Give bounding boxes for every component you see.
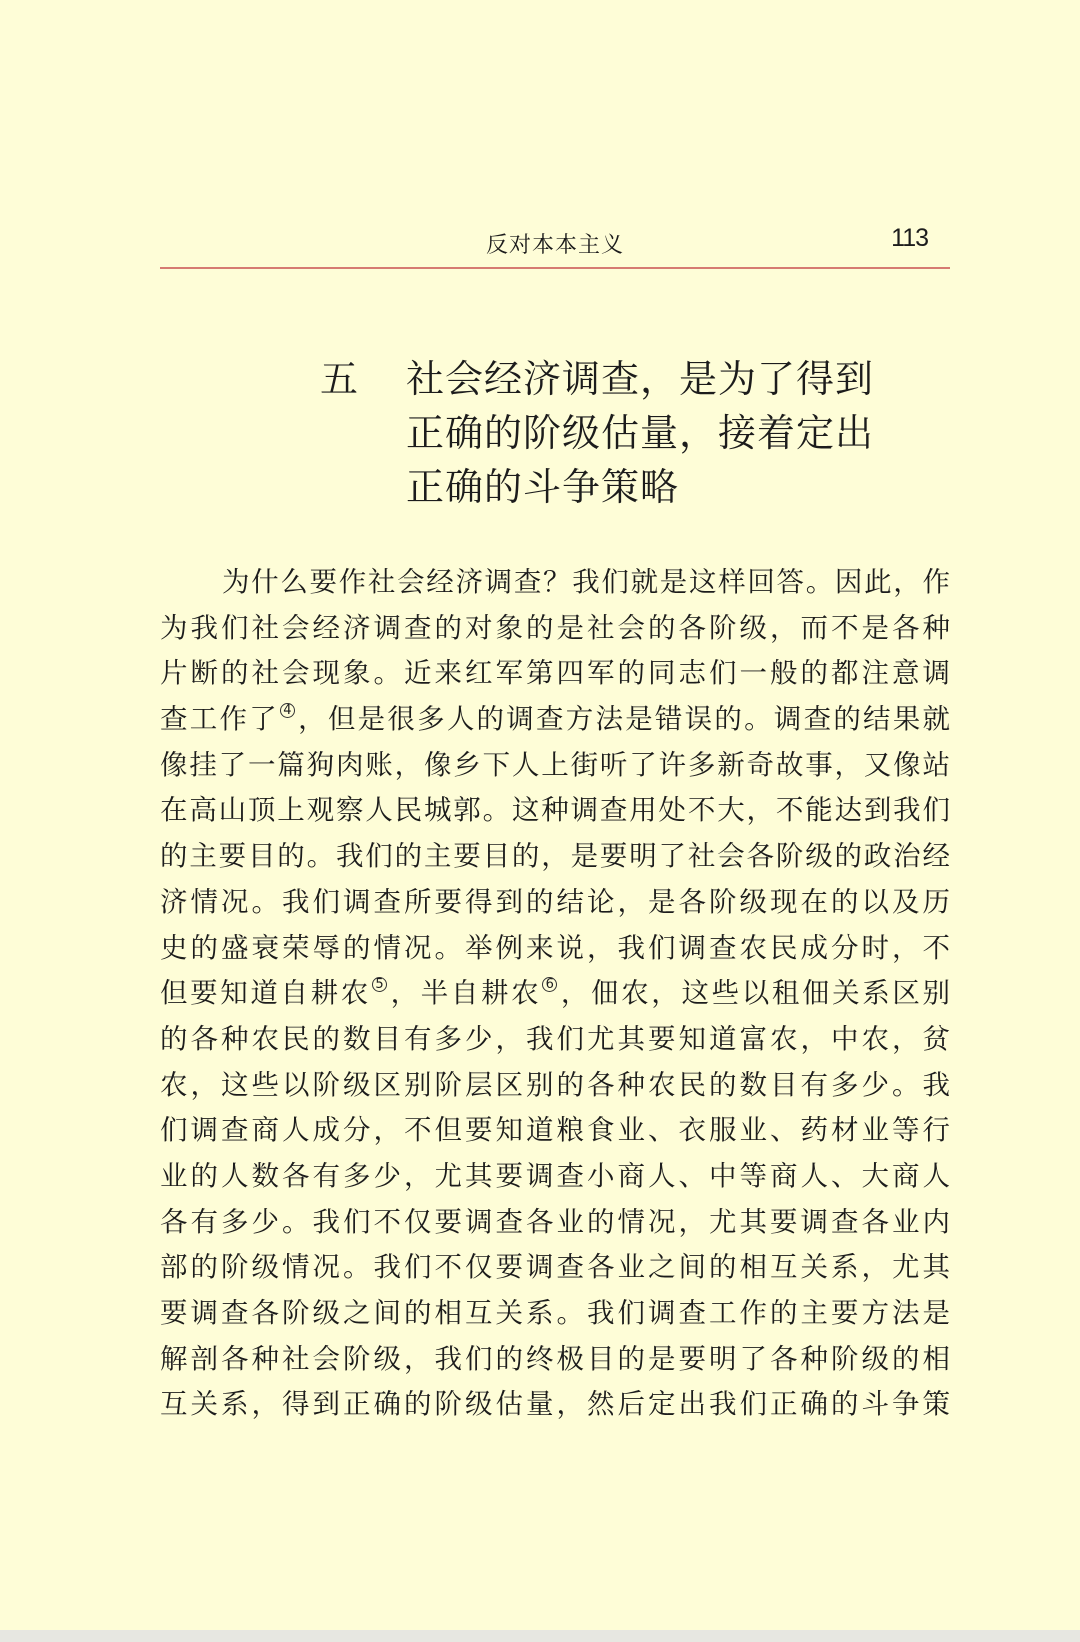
text-segment: ，佃农，这些以租佃关系区别 xyxy=(558,977,951,1010)
text-segment: 查工作了 xyxy=(160,703,279,736)
text-line: 农，这些以阶级区别阶层区别的各种农民的数目有多少。我 xyxy=(160,1068,950,1101)
text-segment: 但要知道自耕农 xyxy=(160,977,371,1010)
running-header xyxy=(160,222,950,262)
footnote-marker[interactable]: 6 xyxy=(542,977,557,992)
text-segment: ，但是很多人的调查方法是错误的。调查的结果就 xyxy=(295,703,951,736)
section-title-line: 正确的斗争策略 xyxy=(406,465,680,509)
section-title-line: 正确的阶级估量，接着定出 xyxy=(406,411,875,455)
text-line: 在高山顶上观察人民城郭。这种调查用处不大，不能达到我们 xyxy=(160,794,950,827)
bottom-strip xyxy=(0,1630,1080,1642)
text-line: 史的盛衰荣辱的情况。举例来说，我们调查农民成分时，不 xyxy=(160,931,950,964)
text-line: 济情况。我们调查所要得到的结论，是各阶级现在的以及历 xyxy=(160,885,950,918)
page-number: 113 xyxy=(891,224,928,252)
section-number: 五 xyxy=(320,357,359,401)
footnote-marker[interactable]: 4 xyxy=(280,703,295,718)
text-line: 像挂了一篇狗肉账，像乡下人上街听了许多新奇故事，又像站 xyxy=(160,748,950,781)
text-line xyxy=(160,971,950,1017)
footnote-marker[interactable]: 5 xyxy=(372,977,387,992)
text-line: 要调查各阶级之间的相互关系。我们调查工作的主要方法是 xyxy=(160,1297,950,1329)
text-segment: ，半自耕农 xyxy=(387,977,542,1010)
text-line: 解剖各种社会阶级，我们的终极目的是要明了各种阶级的相 xyxy=(160,1342,950,1375)
text-line: 的主要目的。我们的主要目的，是要明了社会各阶级的政治经 xyxy=(160,840,950,873)
text-line: 业的人数各有多少，尤其要调查小商人、中等商人、大商人 xyxy=(160,1159,950,1192)
text-line: 为我们社会经济调查的对象的是社会的各阶级，而不是各种 xyxy=(160,611,950,644)
text-line: 为什么要作社会经济调查？我们就是这样回答。因此，作 xyxy=(222,566,950,598)
text-line xyxy=(160,697,950,743)
running-title: 反对本本主义 xyxy=(485,233,624,258)
section-title xyxy=(406,352,876,514)
body-paragraph xyxy=(160,560,950,1428)
text-line: 片断的社会现象。近来红军第四军的同志们一般的都注意调 xyxy=(160,657,950,690)
header-rule xyxy=(160,267,950,269)
text-line: 各有多少。我们不仅要调查各业的情况，尤其要调查各业内 xyxy=(160,1205,950,1238)
text-line: 互关系，得到正确的阶级估量，然后定出我们正确的斗争策 xyxy=(160,1388,950,1421)
text-line: 们调查商人成分，不但要知道粮食业、衣服业、药材业等行 xyxy=(160,1114,950,1147)
text-line: 部的阶级情况。我们不仅要调查各业之间的相互关系，尤其 xyxy=(160,1251,950,1284)
section-title-line: 社会经济调查，是为了得到 xyxy=(406,357,875,401)
text-line: 的各种农民的数目有多少，我们尤其要知道富农，中农，贫 xyxy=(160,1022,950,1055)
